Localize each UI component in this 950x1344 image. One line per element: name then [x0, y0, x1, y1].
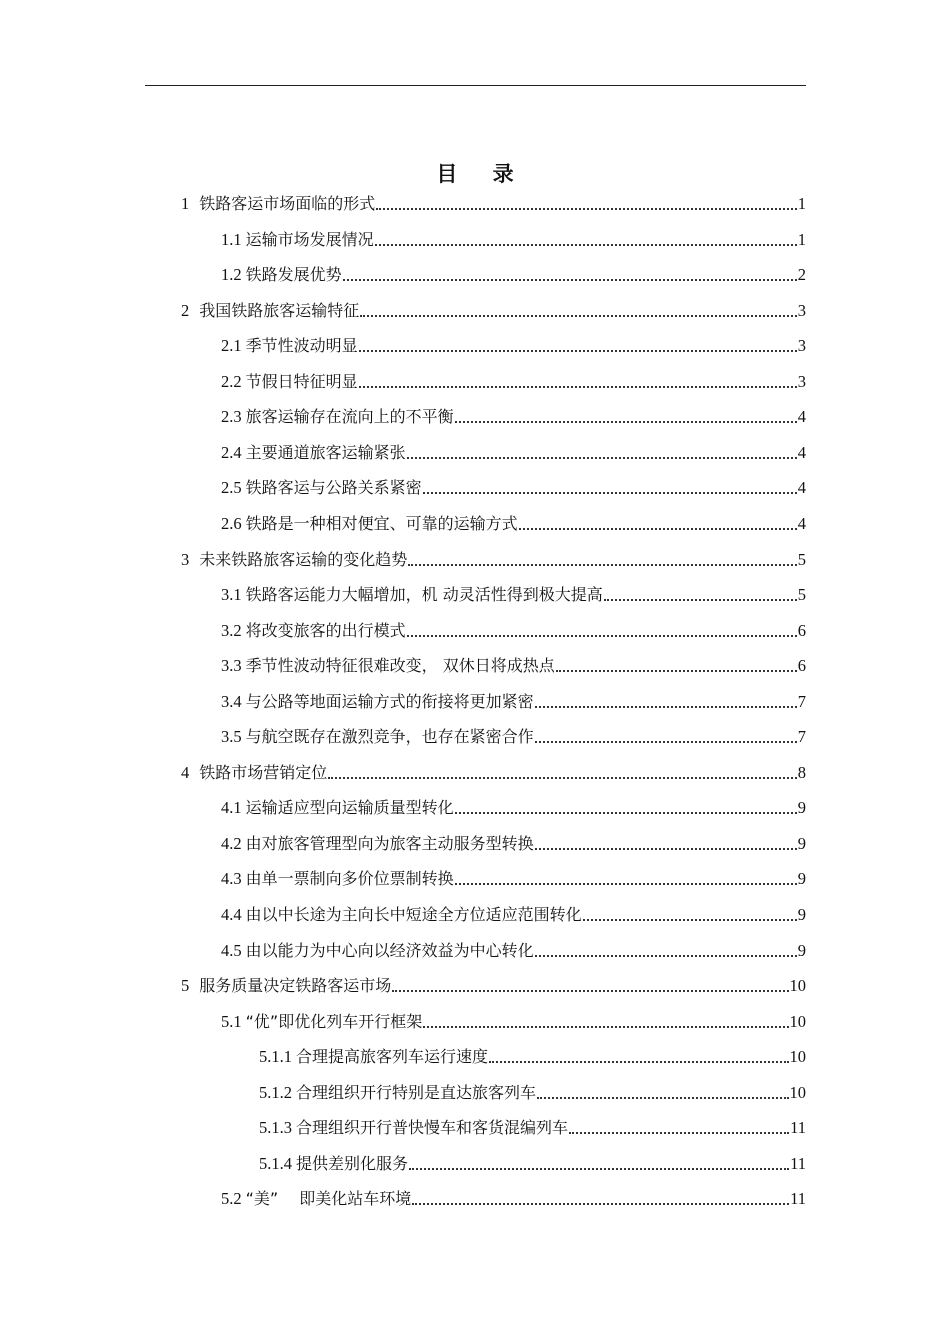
- toc-entry-title: 运输市场发展情况: [245, 229, 374, 249]
- dot-leader: [535, 955, 797, 957]
- toc-entry[interactable]: [221, 725, 806, 749]
- dot-leader: [519, 528, 797, 530]
- toc-entry-page: 1: [797, 229, 806, 249]
- dot-leader: [556, 670, 797, 672]
- toc-entry[interactable]: [181, 299, 806, 323]
- toc-entry[interactable]: [221, 583, 806, 607]
- toc-entry-title: 铁路市场营销定位: [199, 762, 328, 782]
- toc-entry-page: 9: [797, 869, 806, 889]
- dot-leader: [569, 1132, 789, 1134]
- toc-entry-number: 3.2: [221, 620, 242, 640]
- toc-entry-title: 铁路客运能力大幅增加，机 动灵活性得到极大提高: [245, 585, 603, 605]
- toc-entry-number: 2.1: [221, 336, 242, 356]
- dot-leader: [328, 777, 796, 779]
- toc-entry-number: 2: [181, 300, 190, 320]
- toc-entry-page: 1: [797, 194, 806, 213]
- toc-entry[interactable]: [181, 192, 806, 216]
- toc-entry[interactable]: [259, 1081, 806, 1105]
- toc-entry-number: 1.1: [221, 229, 242, 249]
- dot-leader: [375, 244, 797, 246]
- toc-entry-title: “优”即优化列车开行框架: [245, 1011, 423, 1031]
- toc-entry-number: 5.2: [221, 1189, 242, 1209]
- toc-entry-title: 铁路是一种相对便宜、可靠的运输方式: [245, 513, 518, 533]
- toc-entry-page: 8: [797, 762, 806, 782]
- toc-entry-title: 季节性波动明显: [245, 336, 358, 356]
- toc-entry-title: 季节性波动特征很难改变， 双休日将成热点: [245, 656, 555, 676]
- toc-entry-number: 3.5: [221, 727, 242, 747]
- dot-leader: [359, 350, 797, 352]
- header-rule: [145, 85, 806, 86]
- toc-title: 目 录: [436, 162, 528, 186]
- dot-leader: [412, 1203, 789, 1205]
- dot-leader: [392, 990, 788, 992]
- dot-leader: [455, 883, 797, 885]
- dot-leader: [423, 1026, 788, 1028]
- toc-entry-number: 5.1.1: [259, 1047, 292, 1067]
- dot-leader: [535, 848, 797, 850]
- toc-entry-number: 3.1: [221, 585, 242, 605]
- toc-entry[interactable]: [259, 1152, 806, 1176]
- toc-entry-title: 我国铁路旅客运输特征: [199, 300, 360, 320]
- toc-entry[interactable]: [181, 548, 806, 572]
- toc-entry-number: 4.2: [221, 833, 242, 853]
- toc-entry-page: 7: [797, 691, 806, 711]
- dot-leader: [455, 812, 797, 814]
- toc-entry[interactable]: [221, 263, 806, 287]
- toc-entry-page: 11: [790, 1153, 806, 1173]
- toc-entry-title: 提供差别化服务: [296, 1153, 409, 1173]
- toc-entry-page: 4: [797, 513, 806, 533]
- toc-entry-title: 由以中长途为主向长中短途全方位适应范围转化: [245, 905, 582, 924]
- toc-entry-title: 合理提高旅客列车运行速度: [296, 1047, 489, 1067]
- dot-leader: [455, 421, 797, 423]
- toc-entry[interactable]: [259, 1045, 806, 1069]
- toc-entry[interactable]: [221, 654, 806, 678]
- toc-entry-title: 将改变旅客的出行模式: [245, 620, 406, 640]
- dot-leader: [409, 1168, 789, 1170]
- toc-entry-page: 9: [797, 905, 806, 924]
- toc-entry-title: 与公路等地面运输方式的衔接将更加紧密: [245, 691, 534, 711]
- toc-entry-number: 4.5: [221, 940, 242, 960]
- toc-entry-page: 11: [790, 1189, 806, 1209]
- toc-entry[interactable]: [221, 619, 806, 643]
- toc-entry-number: 4: [181, 762, 190, 782]
- dot-leader: [489, 1061, 788, 1063]
- dot-leader: [376, 208, 796, 210]
- toc-entry-page: 5: [797, 585, 806, 605]
- toc-entry-page: 10: [789, 976, 806, 996]
- toc-entry-title: 铁路客运与公路关系紧密: [245, 478, 422, 498]
- toc-entry[interactable]: [259, 1116, 806, 1140]
- toc-entry-title: “美” 即美化站车环境: [245, 1189, 412, 1209]
- toc-entry[interactable]: [221, 512, 806, 536]
- toc-entry-number: 2.2: [221, 371, 242, 391]
- toc-entry[interactable]: [221, 476, 806, 500]
- toc-entry-number: 5.1.2: [259, 1082, 292, 1102]
- toc-entry-page: 4: [797, 407, 806, 427]
- toc-entry-page: 10: [789, 1047, 806, 1067]
- toc-entry-number: 2.5: [221, 478, 242, 498]
- toc-entry-page: 3: [797, 371, 806, 391]
- toc-entry-page: 7: [797, 727, 806, 747]
- toc-entry-number: 1: [181, 194, 190, 213]
- dot-leader: [360, 315, 796, 317]
- toc-entry[interactable]: [221, 867, 806, 891]
- toc-entry[interactable]: [221, 1010, 806, 1034]
- toc-entry-number: 2.4: [221, 442, 242, 462]
- toc-entry-page: 6: [797, 620, 806, 640]
- dot-leader: [537, 1097, 788, 1099]
- toc-entry-number: 5.1: [221, 1011, 242, 1031]
- toc-entry-title: 未来铁路旅客运输的变化趋势: [199, 549, 408, 569]
- toc-entry-page: 10: [789, 1082, 806, 1102]
- toc-entry[interactable]: [221, 370, 806, 394]
- toc-entry-title: 铁路发展优势: [245, 265, 342, 285]
- toc-entry[interactable]: [221, 939, 806, 963]
- toc-entry-title: 铁路客运市场面临的形式: [199, 194, 376, 213]
- toc-entry-number: 1.2: [221, 265, 242, 285]
- toc-entry-number: 5.1.4: [259, 1153, 292, 1173]
- dot-leader: [408, 564, 796, 566]
- toc-entry-title: 旅客运输存在流向上的不平衡: [245, 407, 454, 427]
- dot-leader: [407, 635, 797, 637]
- dot-leader: [343, 279, 797, 281]
- toc-entry-number: 4.4: [221, 905, 242, 924]
- toc-entry-title: 合理组织开行普快慢车和客货混编列车: [296, 1118, 569, 1138]
- toc-entry-page: 3: [797, 336, 806, 356]
- toc-entry-page: 11: [790, 1118, 806, 1138]
- toc-entry[interactable]: [221, 1187, 806, 1211]
- toc-entry-title: 由单一票制向多价位票制转换: [245, 869, 454, 889]
- toc-entry-page: 9: [797, 940, 806, 960]
- toc-entry-page: 9: [797, 798, 806, 818]
- dot-leader: [423, 492, 797, 494]
- toc-entry-page: 3: [797, 300, 806, 320]
- toc-entry-number: 5: [181, 976, 190, 996]
- toc-entry-page: 4: [797, 442, 806, 462]
- toc-entry-page: 10: [789, 1011, 806, 1031]
- toc-entry-number: 4.3: [221, 869, 242, 889]
- toc-entry[interactable]: [221, 228, 806, 252]
- toc-entry-title: 服务质量决定铁路客运市场: [199, 976, 392, 996]
- toc-entry-number: 3.4: [221, 691, 242, 711]
- toc-entry-number: 2.3: [221, 407, 242, 427]
- toc-entry[interactable]: [221, 832, 806, 856]
- toc-entry-title: 节假日特征明显: [245, 371, 358, 391]
- dot-leader: [535, 741, 797, 743]
- toc-entry-number: 5.1.3: [259, 1118, 292, 1138]
- toc-entry-page: 4: [797, 478, 806, 498]
- toc-entry[interactable]: [221, 405, 806, 429]
- toc-entry[interactable]: [221, 796, 806, 820]
- toc-entry-page: 6: [797, 656, 806, 676]
- toc-entry-title: 由对旅客管理型向为旅客主动服务型转换: [245, 833, 534, 853]
- dot-leader: [604, 599, 797, 601]
- toc-entry-title: 运输适应型向运输质量型转化: [245, 798, 454, 818]
- toc-entry-number: 4.1: [221, 798, 242, 818]
- toc-entry-number: 3: [181, 549, 190, 569]
- toc-entry-number: 3.3: [221, 656, 242, 676]
- toc-entry-title: 主要通道旅客运输紧张: [245, 442, 406, 462]
- toc-entry-number: 2.6: [221, 513, 242, 533]
- toc-entry[interactable]: [181, 974, 806, 998]
- toc-entry-page: 5: [797, 549, 806, 569]
- toc-entry[interactable]: [221, 903, 806, 927]
- toc-entry-title: 合理组织开行特别是直达旅客列车: [296, 1082, 537, 1102]
- toc-entry[interactable]: [221, 334, 806, 358]
- toc-entry[interactable]: [181, 761, 806, 785]
- toc-entry[interactable]: [221, 690, 806, 714]
- dot-leader: [407, 457, 797, 459]
- dot-leader: [359, 386, 797, 388]
- toc-entry-page: 9: [797, 833, 806, 853]
- toc-entry-page: 2: [797, 265, 806, 285]
- dot-leader: [535, 706, 797, 708]
- dot-leader: [583, 919, 797, 921]
- toc-entry[interactable]: [221, 441, 806, 465]
- toc-entry-title: 由以能力为中心向以经济效益为中心转化: [245, 940, 534, 960]
- toc-entry-title: 与航空既存在激烈竞争，也存在紧密合作: [245, 727, 534, 747]
